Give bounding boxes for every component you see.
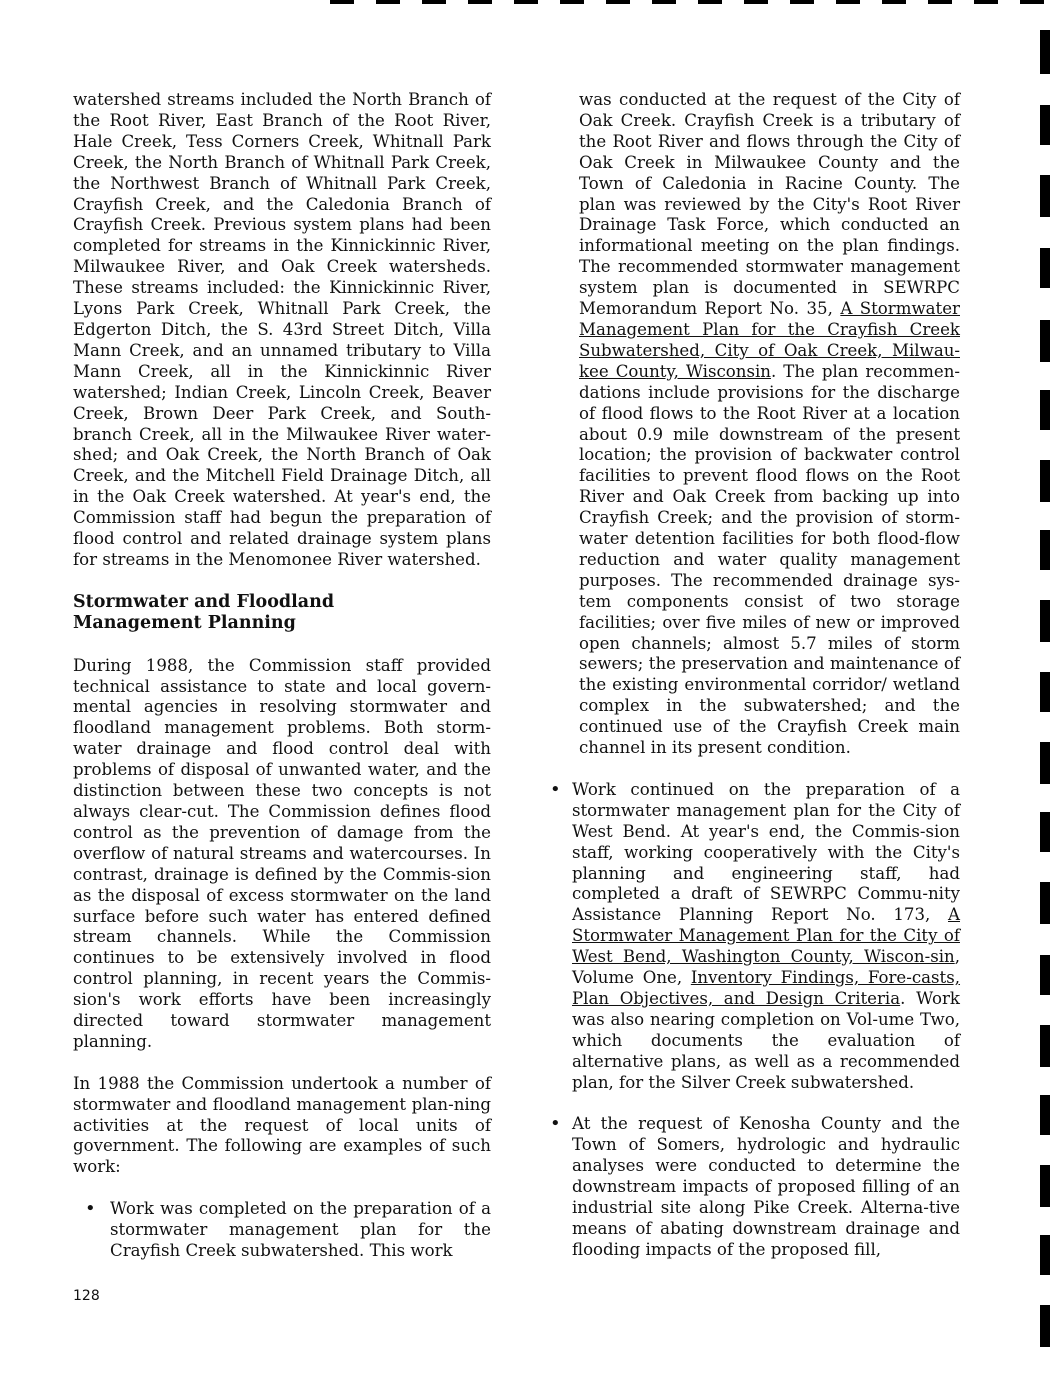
bullet-text: At the request of Kenosha County and the Town of Somers, hydrologic and hydraulic analyses were conducted to determine the downstream impacts of proposed filling of an industrial site along Pike Creek. Alterna-tive means of abating downstream drainage and flooding impacts of the proposed fill,	[572, 1114, 960, 1259]
report-title-crayfish: A Stormwater Management Plan for the Crayfish Creek Subwatershed, City of Oak Creek, Milwau-kee County, Wisconsin	[579, 299, 960, 381]
scan-edge-mark	[1040, 105, 1050, 145]
scan-edge-mark	[1040, 530, 1050, 570]
scan-edge-mark	[1040, 390, 1050, 430]
bullet-text: Work was completed on the preparation of a stormwater management plan for the Crayfish Creek subwatershed. This work	[110, 1199, 491, 1260]
bullet-text-c: . Work was also nearing completion on Vol-ume Two, which documents the evaluation of alternative plans, as well as a recommended plan, for the Silver Creek subwatershed.	[572, 988, 960, 1092]
scan-edge-mark	[1040, 812, 1050, 852]
scan-edge-mark	[1040, 955, 1050, 995]
scan-edge-mark	[1040, 1235, 1050, 1275]
bullet-item-crayfish	[73, 1199, 491, 1262]
scan-edge-mark	[1040, 1305, 1050, 1347]
bullet-cont-text-b: . The plan recommen-dations include provisions for the discharge of flood flows to the Root River at a location about 0.9 mile downstream of the present location; the provision of backwater control facilities to prevent flood flows on the Root River and Oak Creek from backing up into Crayfish Creek; and the provision of storm-water detention facilities for both flood-flow reduction and water quality management purposes. The recommended drainage sys-tem components consist of two storage facilities; over five miles of new or improved open channels; almost 5.7 miles of storm sewers; the preservation and maintenance of the existing environmental corridor/ wetland complex in the subwatershed; and the continued use of the Crayfish Creek main channel in its present condition.	[579, 361, 960, 758]
section-heading	[73, 592, 491, 635]
scan-edge-mark	[1040, 882, 1050, 924]
right-column	[550, 90, 960, 1261]
bullet-cont-text-a: was conducted at the request of the City of Oak Creek. Crayfish Creek is a tributary of the Root River and flows through the City of Oak Creek in Milwaukee County and the Town of Caledonia in Racine County. The plan was reviewed by the City's Root River Drainage Task Force, which conducted an informational meeting on the plan findings. The recommended stormwater management system plan is documented in SEWRPC Memorandum Report No. 35,	[579, 90, 960, 319]
bullet-item-kenosha	[550, 1114, 960, 1260]
scan-top-strip	[330, 0, 1060, 4]
page-number: 128	[73, 1288, 100, 1304]
section-heading-line1: Stormwater and Floodland	[73, 591, 335, 612]
scan-edge-mark	[1040, 30, 1050, 74]
volume-title: Inventory Findings, Fore-casts, Plan Objectives, and Design Criteria	[572, 968, 961, 1008]
paragraph-examples: In 1988 the Commission undertook a number of stormwater and floodland management plan-ning activities at the request of local units of government. The following are examples of such work:	[73, 1073, 491, 1177]
scan-edge-mark	[1040, 248, 1050, 288]
scan-edge-mark	[1040, 1165, 1050, 1207]
scan-edge-mark	[1040, 742, 1050, 784]
scan-edge-mark	[1040, 320, 1050, 362]
scan-edge-mark	[1040, 175, 1050, 217]
scan-edge-mark	[1040, 460, 1050, 502]
bullet-text-b: , Volume One,	[572, 947, 960, 988]
bullet-icon: •	[550, 778, 561, 800]
bullet-continuation	[579, 90, 960, 759]
paragraph-1988: During 1988, the Commission staff provided technical assistance to state and local govern-mental agencies in resolving stormwater and floodland management problems. Both storm-water drainage and flood control deal with problems of disposal of unwanted water, and the distinction between these two concepts is not always clear-cut. The Commission defines flood control as the prevention of damage from the overflow of natural streams and watercourses. In contrast, drainage is defined by the Commis-sion as the disposal of excess stormwater on the land surface before such water has entered defined stream channels. While the Commission continues to be extensively involved in flood control planning, in recent years the Commis-sion's work efforts have been increasingly directed toward stormwater management planning.	[73, 655, 491, 1051]
bullet-icon: •	[85, 1198, 96, 1220]
scan-edge-mark	[1040, 1025, 1050, 1067]
report-title-west-bend: A Stormwater Management Plan for the City of West Bend, Washington County, Wiscon-sin	[572, 905, 960, 967]
bullet-item-west-bend	[550, 780, 960, 1094]
section-heading-line2: Management Planning	[73, 613, 296, 634]
scan-edge-mark	[1040, 1095, 1050, 1135]
scan-edge-mark	[1040, 600, 1050, 642]
bullet-icon: •	[550, 1113, 561, 1135]
scan-edge-mark	[1040, 672, 1050, 712]
bullet-text-a: Work continued on the preparation of a stormwater management plan for the City of West Bend. At year's end, the Commis-sion staff, working cooperatively with the City's planning and engineering staff, had completed a draft of SEWRPC Commu-nity Assistance Planning Report No. 173,	[572, 779, 960, 925]
intro-paragraph: watershed streams included the North Branch of the Root River, East Branch of the Root River, Hale Creek, Tess Corners Creek, Whitnall Park Creek, the North Branch of Whitnall Park Creek, the Northwest Branch of Whitnall Park Creek, Crayfish Creek, and the Caledonia Branch of Crayfish Creek. Previous system plans had been completed for streams in the Kinnickinnic River, Milwaukee River, and Oak Creek watersheds. These streams included: the Kinnickinnic River, Lyons Park Creek, Whitnall Park Creek, the Edgerton Ditch, the S. 43rd Street Ditch, Villa Mann Creek, and an unnamed tributary to Villa Mann Creek, all in the Kinnickinnic River watershed; Indian Creek, Lincoln Creek, Beaver Creek, Brown Deer Park Creek, and South-branch Creek, all in the Milwaukee River water-shed; and Oak Creek, the North Branch of Oak Creek, and the Mitchell Field Drainage Ditch, all in the Oak Creek watershed. At year's end, the Commission staff had begun the preparation of flood control and related drainage system plans for streams in the Menomonee River watershed.	[73, 90, 491, 569]
left-column	[73, 90, 491, 1262]
